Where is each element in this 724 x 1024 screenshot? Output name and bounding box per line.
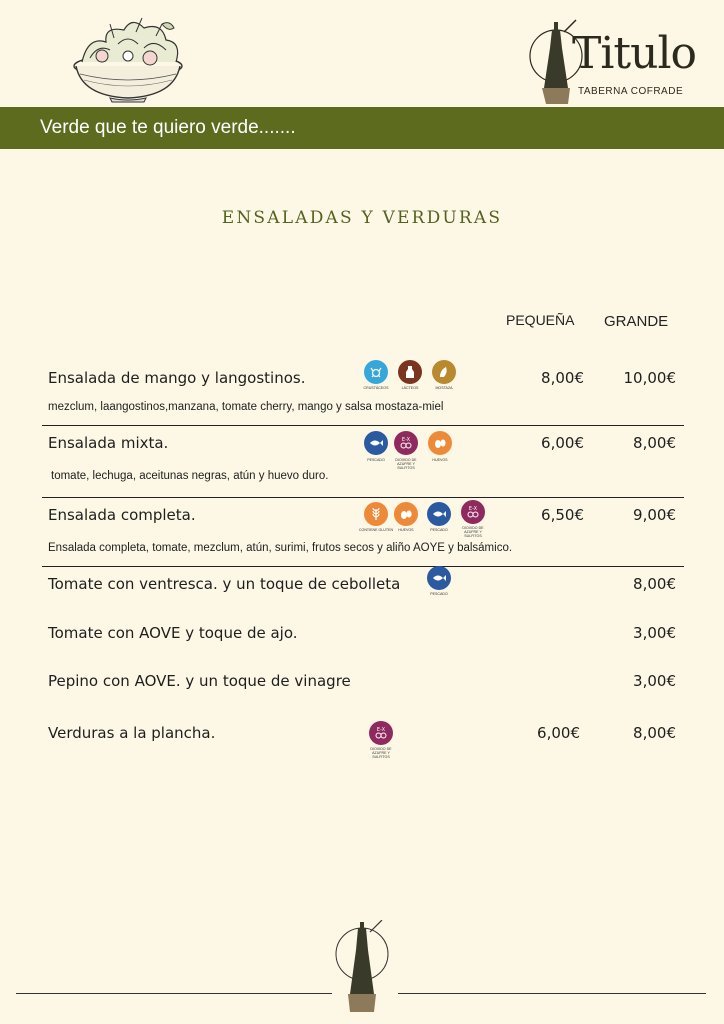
price-large: 3,00€ bbox=[633, 624, 676, 642]
egg-allergen-icon bbox=[394, 502, 418, 526]
salad-bowl-illustration bbox=[70, 14, 186, 104]
banner-text: Verde que te quiero verde....... bbox=[40, 117, 296, 138]
menu-item-name: Ensalada de mango y langostinos. bbox=[48, 369, 306, 387]
brand-logo bbox=[528, 14, 704, 106]
fish-allergen-icon bbox=[427, 502, 451, 526]
allergen-label: LÁCTEOS bbox=[401, 386, 419, 390]
price-small: 8,00€ bbox=[541, 369, 584, 387]
allergen-label: DIOXIDO DE AZUFRE Y SULFITOS bbox=[462, 526, 484, 539]
menu-item-name: Pepino con AOVE. y un toque de vinagre bbox=[48, 672, 351, 690]
allergen-label: CONTIENE GLUTEN bbox=[358, 528, 394, 532]
row-divider bbox=[42, 497, 684, 498]
svg-text:E-X: E-X bbox=[468, 506, 478, 512]
allergen-label: MOSTAZA bbox=[435, 386, 453, 390]
section-title: ENSALADAS Y VERDURAS bbox=[221, 208, 503, 228]
dairy-allergen-icon bbox=[398, 360, 422, 384]
allergen-label: HUEVOS bbox=[398, 528, 414, 532]
row-divider bbox=[42, 566, 684, 567]
allergen-label: PESCADO bbox=[430, 528, 448, 532]
allergen-label: PESCADO bbox=[430, 592, 448, 596]
banner bbox=[0, 107, 724, 149]
price-large: 8,00€ bbox=[633, 434, 676, 452]
sulphite-allergen-icon bbox=[394, 431, 418, 455]
brand-name: Titulo bbox=[572, 28, 697, 79]
price-large: 9,00€ bbox=[633, 506, 676, 524]
svg-text:E-X: E-X bbox=[401, 437, 411, 443]
allergen-label: DIOXIDO DE AZUFRE Y SULFITOS bbox=[370, 747, 392, 760]
menu-item-name: Verduras a la plancha. bbox=[48, 724, 216, 742]
sulphite-allergen-icon bbox=[461, 500, 485, 524]
allergen-label: CRUSTÁCEOS bbox=[363, 386, 389, 390]
gluten-allergen-icon bbox=[364, 502, 388, 526]
svg-text:E-X: E-X bbox=[376, 727, 386, 733]
menu-item-name: Ensalada mixta. bbox=[48, 434, 169, 452]
fish-allergen-icon bbox=[364, 431, 388, 455]
menu-item-name: Tomate con AOVE y toque de ajo. bbox=[48, 624, 298, 642]
column-header-small: PEQUEÑA bbox=[506, 312, 575, 328]
price-large: 3,00€ bbox=[633, 672, 676, 690]
footer-divider-right bbox=[398, 993, 706, 994]
price-large: 8,00€ bbox=[633, 724, 676, 742]
column-header-large: GRANDE bbox=[604, 313, 669, 330]
menu-item-description: Ensalada completa, tomate, mezclum, atún, surimi, frutos secos y aliño AOYE y balsámico. bbox=[48, 542, 513, 554]
menu-item-description: mezclum, laangostinos,manzana, tomate cherry, mango y salsa mostaza-miel bbox=[48, 401, 444, 413]
price-large: 8,00€ bbox=[633, 575, 676, 593]
egg-allergen-icon bbox=[428, 431, 452, 455]
allergen-label: HUEVOS bbox=[432, 458, 448, 462]
price-small: 6,00€ bbox=[537, 724, 580, 742]
price-large: 10,00€ bbox=[623, 369, 676, 387]
row-divider bbox=[42, 425, 684, 426]
mustard-allergen-icon bbox=[432, 360, 456, 384]
footer-divider-left bbox=[16, 993, 332, 994]
menu-item-name: Ensalada completa. bbox=[48, 506, 196, 524]
menu-item-name: Tomate con ventresca. y un toque de cebolleta bbox=[48, 575, 401, 593]
brand-subtitle: TABERNA COFRADE bbox=[578, 86, 684, 97]
allergen-label: PESCADO bbox=[367, 458, 385, 462]
sulphite-allergen-icon bbox=[369, 721, 393, 745]
menu-item-description: tomate, lechuga, aceitunas negras, atún y huevo duro. bbox=[51, 470, 329, 482]
footer-nazareno-emblem bbox=[332, 920, 392, 1016]
crustacean-allergen-icon bbox=[364, 360, 388, 384]
price-small: 6,00€ bbox=[541, 434, 584, 452]
allergen-label: DIOXIDO DE AZUFRE Y SULFITOS bbox=[395, 458, 417, 471]
fish-allergen-icon bbox=[427, 566, 451, 590]
price-small: 6,50€ bbox=[541, 506, 584, 524]
